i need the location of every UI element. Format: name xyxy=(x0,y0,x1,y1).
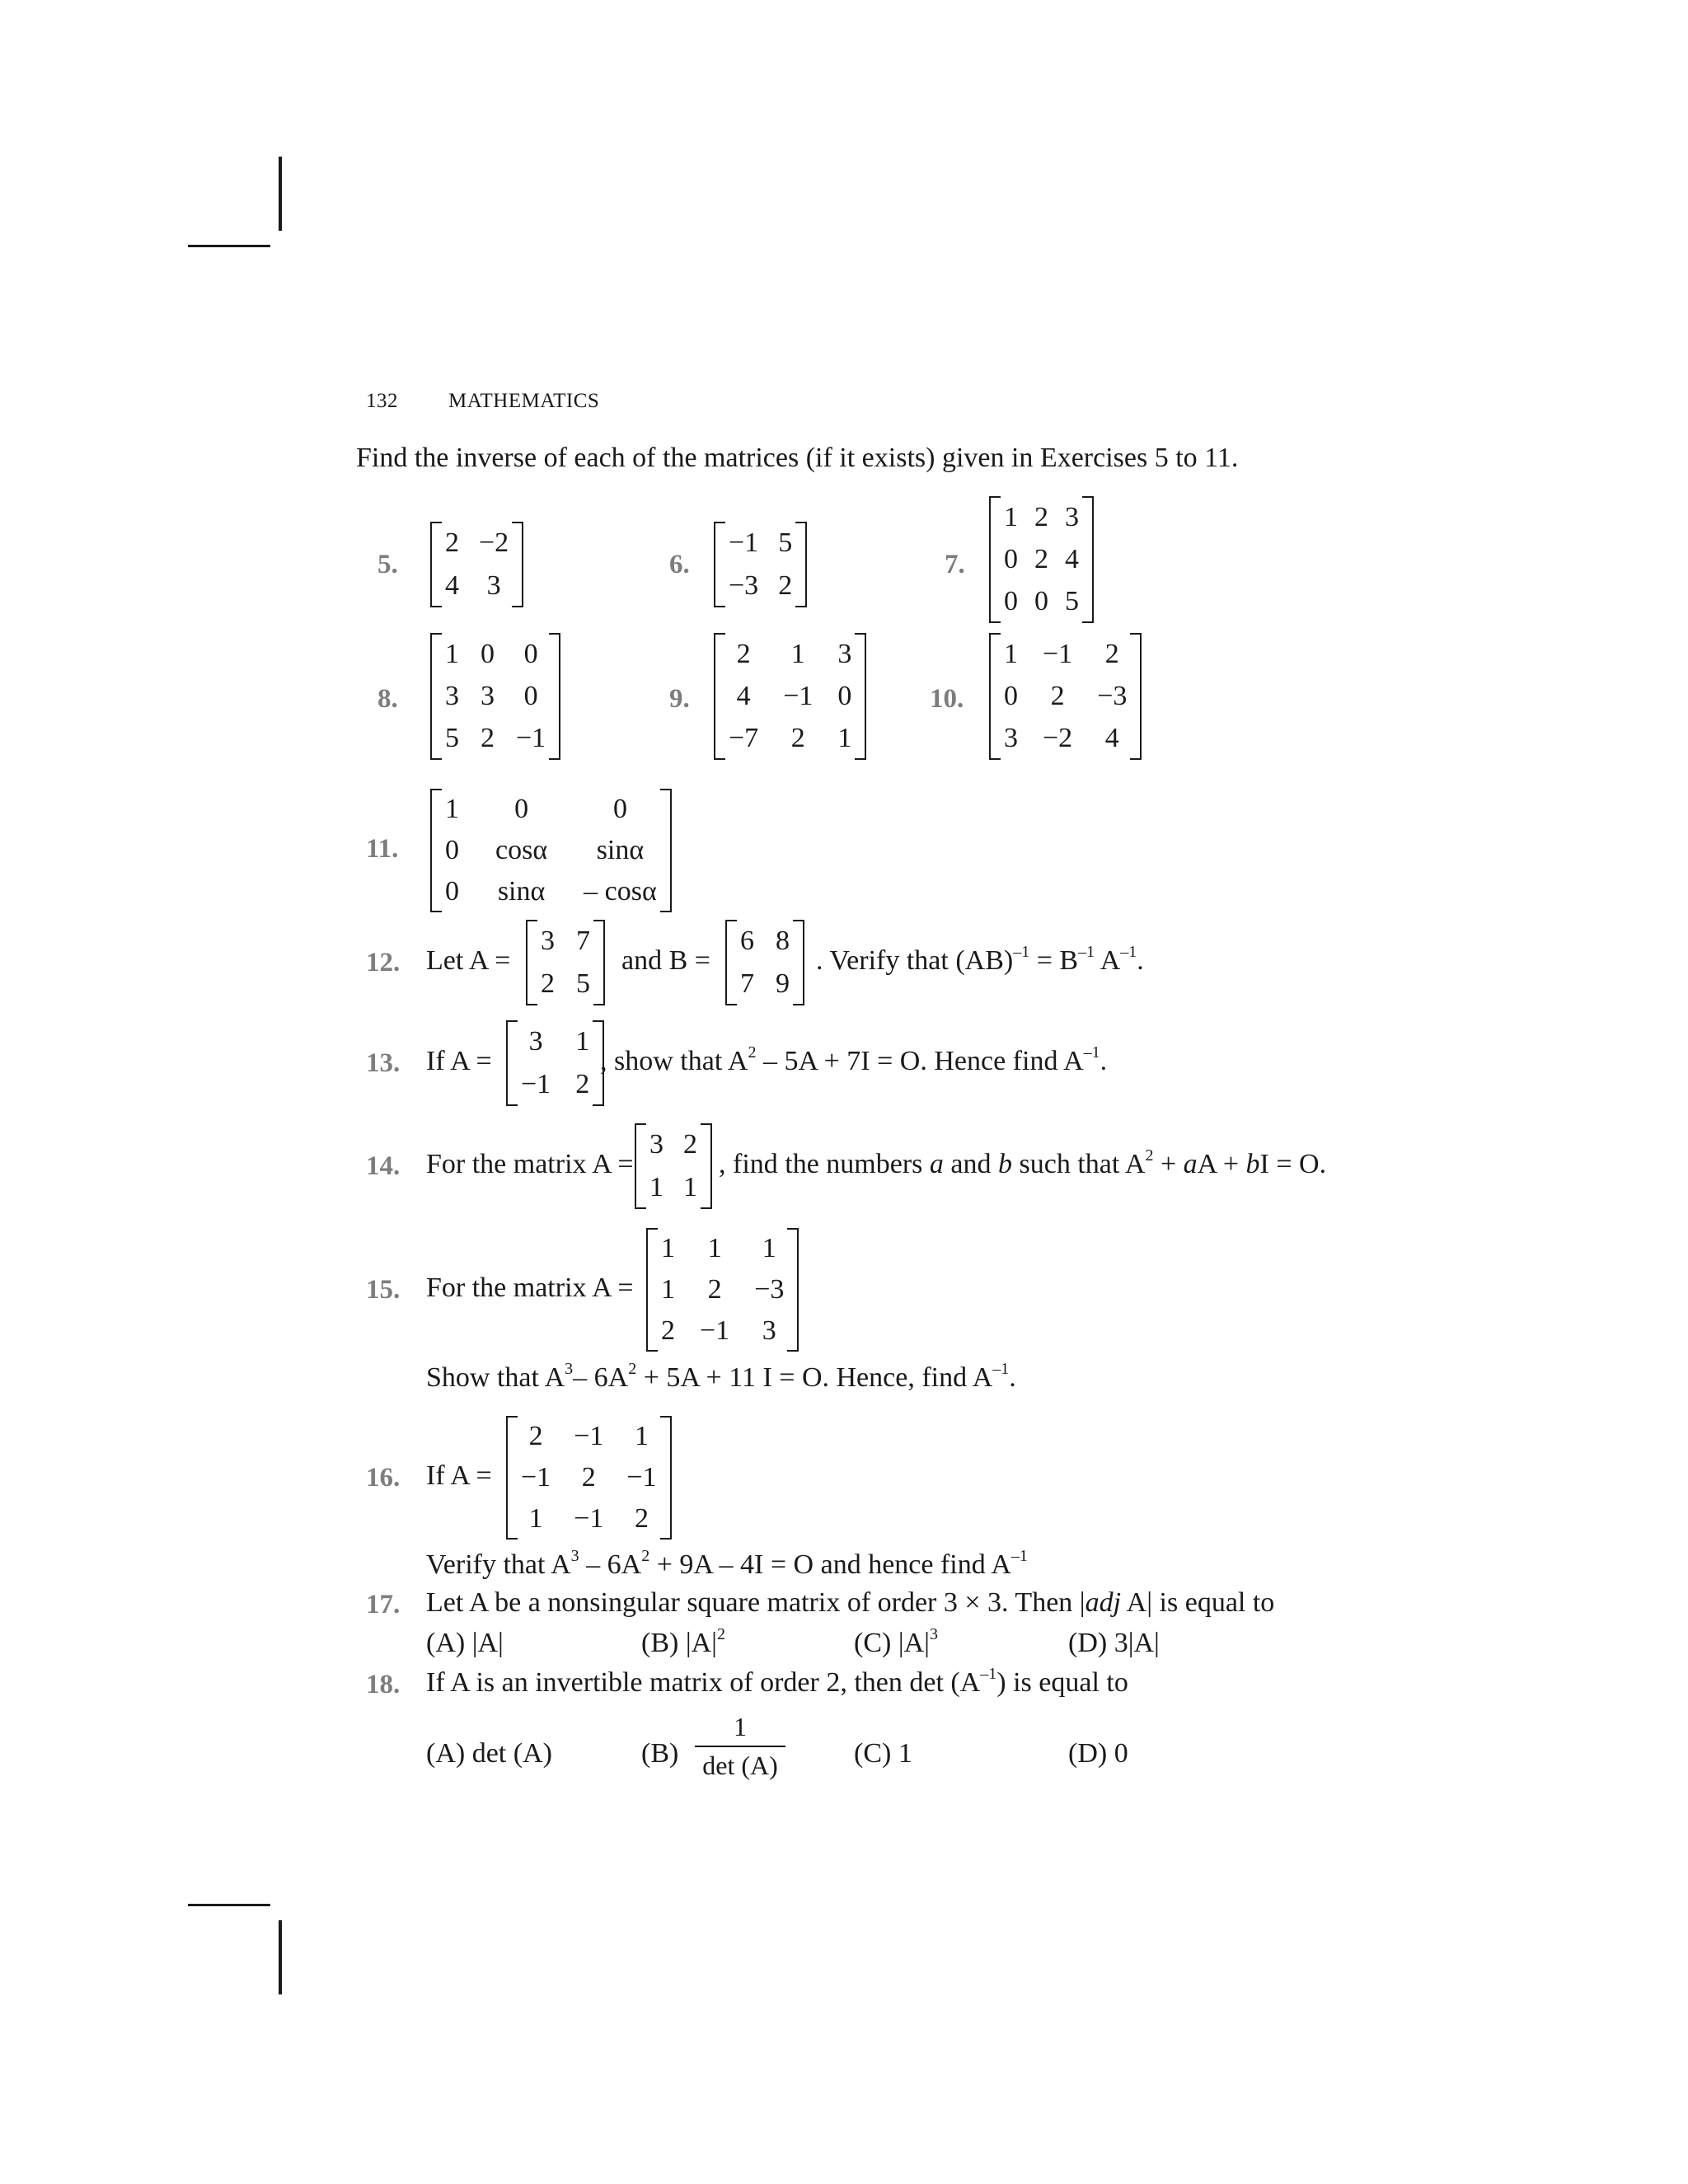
matrix-cell: 3 xyxy=(762,1315,776,1346)
matrix-cell: 0 xyxy=(523,638,538,669)
exercise-17-question: Let A be a nonsingular square matrix of order 3 × 3. Then |adj A| is equal to xyxy=(426,1587,1275,1618)
matrix-cell: 1 xyxy=(528,1503,543,1534)
matrix-cell: 0 xyxy=(837,680,852,711)
matrix-cell: 0 xyxy=(445,876,459,907)
exercise-12-matrix-a xyxy=(526,920,605,1005)
matrix-cell: 0 xyxy=(612,794,627,824)
matrix-cell: 1 xyxy=(790,638,805,669)
matrix-cell: −1 xyxy=(729,527,759,558)
matrix-cell: 3 xyxy=(486,570,501,601)
exercise-14-text: , find the numbers a and b such that $A^2$ + aA + bI = O. xyxy=(719,1146,1327,1179)
matrix-cell: 0 xyxy=(1004,543,1018,574)
exercise-12-matrix-b xyxy=(725,920,804,1005)
matrix-cell: 3 xyxy=(1004,723,1018,754)
matrix-cell: 0 xyxy=(481,638,495,669)
exercise-12-and: and B = xyxy=(621,945,710,976)
matrix-cell: 1 xyxy=(762,1233,776,1263)
exercise-17-option-b: (B) $|A|^2$ xyxy=(641,1625,725,1658)
matrix-cell: 0 xyxy=(445,835,459,865)
exercise-18-option-c: (C) 1 xyxy=(854,1738,912,1769)
exercise-9-number: 9. xyxy=(669,684,690,714)
matrix-cell: 5 xyxy=(778,527,793,558)
matrix-cell: −1 xyxy=(783,680,814,711)
exercise-17-option-d: (D) 3|A| xyxy=(1068,1628,1160,1658)
matrix-cell: 1 xyxy=(575,1026,590,1057)
matrix-cell: 3 xyxy=(1065,501,1079,532)
matrix-cell: 6 xyxy=(740,926,754,956)
matrix-cell: 3 xyxy=(649,1129,663,1160)
exercise-18-option-b-fraction xyxy=(695,1712,785,1781)
matrix-cell: 1 xyxy=(661,1233,675,1263)
exercise-8-number: 8. xyxy=(377,684,398,714)
matrix-cell: 2 xyxy=(736,638,751,669)
exercise-17-option-c: (C) $|A|^3$ xyxy=(854,1625,938,1658)
exercise-10-number: 10. xyxy=(930,684,964,714)
exercise-18-option-b: (B) xyxy=(641,1738,679,1769)
matrix-cell: 1 xyxy=(634,1421,649,1451)
matrix-cell: 2 xyxy=(683,1129,697,1160)
exercise-5-number: 5. xyxy=(377,550,398,579)
matrix-cell: 2 xyxy=(1104,638,1119,669)
matrix-cell: sinα xyxy=(596,835,645,865)
matrix-cell: 1 xyxy=(683,1172,697,1202)
matrix-cell: 1 xyxy=(445,794,459,824)
crop-mark-top-horizontal xyxy=(188,245,270,247)
matrix-cell: 3 xyxy=(541,926,555,956)
matrix-cell: 4 xyxy=(736,680,751,711)
matrix-cell: 1 xyxy=(445,638,459,669)
page-header-title: MATHEMATICS xyxy=(448,390,600,412)
exercise-18-option-a: (A) det (A) xyxy=(426,1738,552,1769)
matrix-cell: 0 xyxy=(523,680,538,711)
matrix-cell: 4 xyxy=(1065,543,1079,574)
exercise-11-matrix xyxy=(430,789,672,912)
matrix-cell: 2 xyxy=(1034,501,1048,532)
exercise-5-matrix xyxy=(430,522,523,607)
matrix-cell: 5 xyxy=(445,723,459,754)
matrix-cell: 5 xyxy=(576,968,590,999)
matrix-cell: sinα xyxy=(497,876,546,907)
matrix-cell: −2 xyxy=(479,527,509,558)
matrix-cell: 0 xyxy=(1004,680,1018,711)
page-number: 132 xyxy=(366,390,398,412)
matrix-cell: 3 xyxy=(837,638,852,669)
matrix-cell: −1 xyxy=(574,1503,604,1534)
exercise-16-matrix xyxy=(506,1416,672,1540)
matrix-cell: 5 xyxy=(1065,586,1079,617)
exercise-12-number: 12. xyxy=(366,948,401,977)
matrix-cell: −1 xyxy=(700,1315,730,1346)
exercise-7-matrix xyxy=(989,496,1094,623)
matrix-cell: −1 xyxy=(574,1421,604,1451)
matrix-cell: 4 xyxy=(1104,723,1119,754)
fraction-denominator: det (A) xyxy=(702,1750,778,1780)
matrix-cell: 2 xyxy=(1034,543,1048,574)
matrix-cell: 2 xyxy=(634,1503,649,1534)
matrix-cell: 1 xyxy=(1004,638,1018,669)
exercise-11-number: 11. xyxy=(366,834,399,864)
exercise-13-text: , show that $A^2 - 5A + 7I = O$. Hence find $A^{-1}$. xyxy=(600,1043,1108,1076)
matrix-cell: 4 xyxy=(445,570,459,601)
matrix-cell: 1 xyxy=(649,1172,663,1202)
exercise-6-number: 6. xyxy=(669,550,690,579)
exercise-6-matrix xyxy=(714,522,807,607)
exercise-15-lead: For the matrix A = xyxy=(426,1272,634,1303)
exercise-15-matrix xyxy=(646,1228,799,1352)
matrix-cell: 2 xyxy=(581,1462,596,1493)
matrix-cell: −1 xyxy=(516,723,546,754)
matrix-cell: – cosα xyxy=(584,876,657,907)
matrix-cell: 2 xyxy=(790,723,805,754)
matrix-cell: 1 xyxy=(707,1233,722,1263)
matrix-cell: 1 xyxy=(661,1274,675,1305)
matrix-cell: 3 xyxy=(445,680,459,711)
exercise-10-matrix xyxy=(989,633,1142,760)
exercise-17-option-a: (A) |A| xyxy=(426,1628,504,1658)
exercise-13-if: If A = xyxy=(426,1046,492,1076)
instructions: Find the inverse of each of the matrices (if it exists) given in Exercises 5 to 11. xyxy=(356,443,1239,473)
exercise-18-number: 18. xyxy=(366,1670,401,1699)
matrix-cell: 2 xyxy=(707,1274,722,1305)
exercise-13-number: 13. xyxy=(366,1048,401,1078)
exercise-16-if: If A = xyxy=(426,1460,492,1491)
matrix-cell: 1 xyxy=(837,723,852,754)
exercise-12-verify: . Verify that $(AB)^{-1} = B^{-1}$ $A^{-1}$. xyxy=(816,943,1144,976)
matrix-cell: −1 xyxy=(521,1462,551,1493)
exercise-13-matrix xyxy=(506,1020,604,1106)
exercise-12-let: Let A = xyxy=(426,945,511,976)
matrix-cell: 0 xyxy=(1004,586,1018,617)
matrix-cell: 2 xyxy=(1050,680,1065,711)
matrix-cell: −7 xyxy=(729,723,759,754)
matrix-cell: −3 xyxy=(754,1274,785,1305)
exercise-8-matrix xyxy=(430,633,560,760)
matrix-cell: −3 xyxy=(1097,680,1128,711)
exercise-16-verify: Verify that $A^3 - 6A^2 + 9A - 4I = O$ and hence find $A^{-1}$ xyxy=(426,1547,1028,1580)
exercise-18-question: If A is an invertible matrix of order 2, then $\det (A^{-1})$ is equal to xyxy=(426,1665,1128,1698)
matrix-cell: 7 xyxy=(740,968,754,999)
matrix-cell: −2 xyxy=(1043,723,1073,754)
fraction-numerator: 1 xyxy=(734,1712,747,1741)
matrix-cell: 2 xyxy=(528,1421,543,1451)
matrix-cell: 9 xyxy=(776,968,790,999)
exercise-9-matrix xyxy=(714,633,866,760)
matrix-cell: −1 xyxy=(1043,638,1073,669)
fraction-bar xyxy=(695,1746,785,1747)
exercise-18-option-d: (D) 0 xyxy=(1068,1738,1128,1769)
exercise-16-number: 16. xyxy=(366,1463,401,1493)
matrix-cell: 3 xyxy=(528,1026,543,1057)
matrix-cell: 0 xyxy=(514,794,529,824)
matrix-cell: 3 xyxy=(481,680,495,711)
exercise-14-matrix xyxy=(635,1123,712,1209)
crop-mark-bottom-vertical xyxy=(279,1920,282,1994)
exercise-15-show: Show that $A^3-$ $6A^2 + 5A + 11$ I = O. Hence, find $A^{-1}$. xyxy=(426,1360,1016,1393)
matrix-cell: 1 xyxy=(1004,501,1018,532)
matrix-cell: 8 xyxy=(776,926,790,956)
matrix-cell: 7 xyxy=(576,926,590,956)
matrix-cell: −1 xyxy=(521,1069,551,1099)
matrix-cell: 2 xyxy=(481,723,495,754)
matrix-cell: 2 xyxy=(445,527,459,558)
matrix-cell: 2 xyxy=(661,1315,675,1346)
exercise-7-number: 7. xyxy=(945,550,965,579)
exercise-15-number: 15. xyxy=(366,1275,401,1305)
exercise-17-number: 17. xyxy=(366,1590,401,1619)
exercise-14-number: 14. xyxy=(366,1151,401,1181)
matrix-cell: −1 xyxy=(626,1462,657,1493)
exercise-14-lead: For the matrix A = xyxy=(426,1149,634,1179)
matrix-cell: 2 xyxy=(541,968,555,999)
matrix-cell: 2 xyxy=(575,1069,590,1099)
matrix-cell: −3 xyxy=(729,570,759,601)
matrix-cell: 0 xyxy=(1034,586,1048,617)
matrix-cell: 2 xyxy=(778,570,793,601)
matrix-cell: cosα xyxy=(495,835,548,865)
crop-mark-bottom-horizontal xyxy=(188,1904,270,1906)
crop-mark-top-vertical xyxy=(279,157,282,231)
